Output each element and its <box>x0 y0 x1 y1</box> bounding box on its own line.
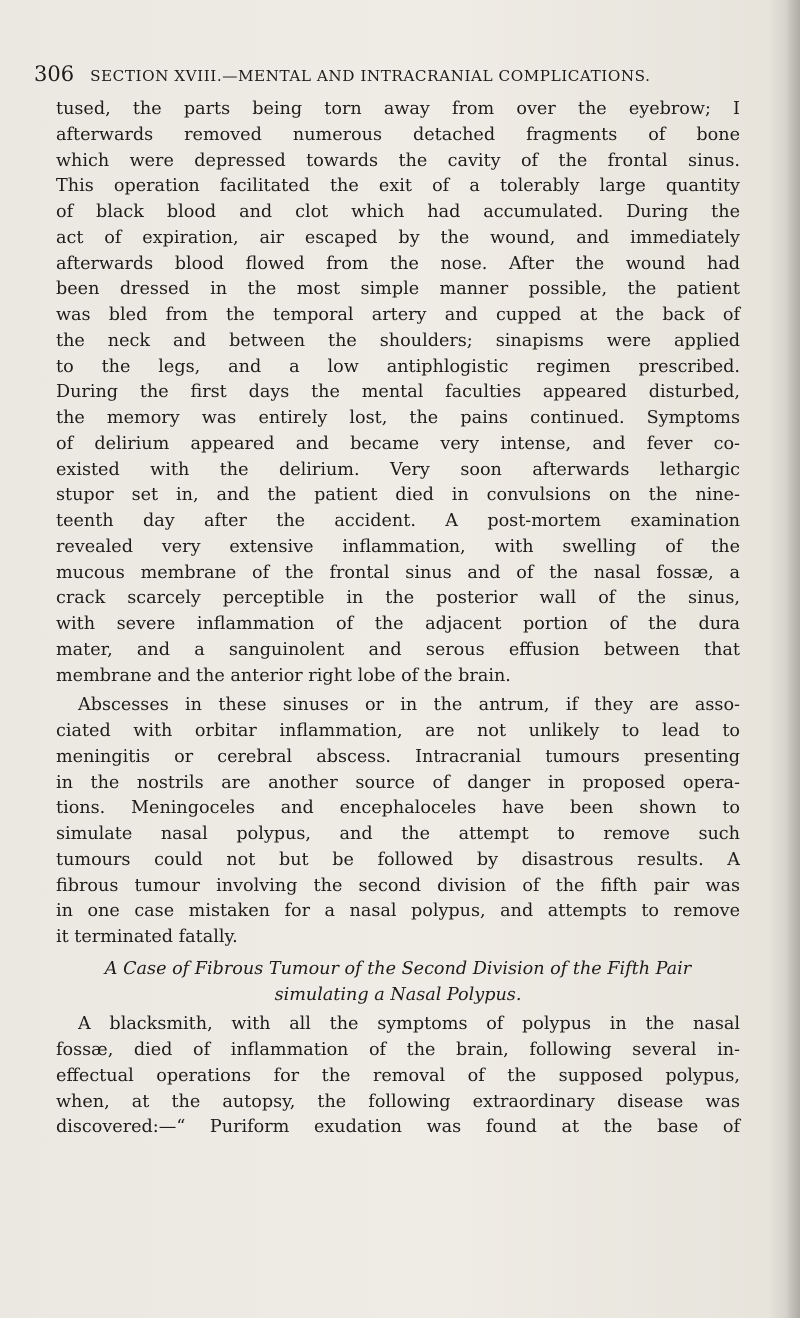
running-head <box>34 62 734 92</box>
text-line: in one case mistaken for a nasal polypus, and attempts to remove <box>56 901 740 922</box>
text-line: mucous membrane of the frontal sinus and of the nasal fossæ, a <box>56 562 740 583</box>
text-line: to the legs, and a low antiphlogistic regimen prescribed. <box>56 356 740 377</box>
case-heading-line: A Case of Fibrous Tumour of the Second Division of the Fifth Pair <box>104 958 692 979</box>
text-line: in the nostrils are another source of danger in proposed opera- <box>56 772 740 793</box>
text-line: fossæ, died of inflammation of the brain, following several in- <box>56 1040 740 1060</box>
text-line: ciated with orbitar inflammation, are not unlikely to lead to <box>56 721 740 741</box>
text-line: tions. Meningoceles and encephaloceles have been shown to <box>56 798 740 819</box>
text-line: existed with the delirium. Very soon afterwards lethargic <box>56 459 740 480</box>
text-line: it terminated fatally. <box>56 927 238 947</box>
text-line: tumours could not but be followed by disastrous results. A <box>56 849 740 870</box>
paragraph-blacksmith <box>56 1012 740 1141</box>
text-line: which were depressed towards the cavity of the frontal sinus. <box>56 150 740 171</box>
text-line: revealed very extensive inflammation, with swelling of the <box>56 536 740 557</box>
text-line: Abscesses in these sinuses or in the antrum, if they are asso- <box>78 695 740 716</box>
text-line: when, at the autopsy, the following extraordinary disease was <box>56 1091 740 1112</box>
page-edge-shadow <box>786 0 800 1318</box>
page-number: 306 <box>34 62 75 86</box>
text-line: fibrous tumour involving the second division of the fifth pair was <box>56 875 740 896</box>
paragraph-abscesses <box>56 693 740 951</box>
body-text <box>56 97 740 1141</box>
text-line: simulate nasal polypus, and the attempt to remove such <box>56 824 740 844</box>
text-line: tused, the parts being torn away from over the eyebrow; I <box>56 99 740 119</box>
text-line: This operation facilitated the exit of a tolerably large quantity <box>56 176 740 197</box>
text-line: of delirium appeared and became very intense, and fever co- <box>56 433 740 454</box>
text-line: afterwards removed numerous detached fragments of bone <box>56 124 740 145</box>
text-line: of black blood and clot which had accumulated. During the <box>56 202 740 222</box>
text-line: was bled from the temporal artery and cupped at the back of <box>56 305 740 325</box>
text-line: During the first days the mental faculties appeared disturbed, <box>56 382 740 403</box>
text-line: teenth day after the accident. A post-mortem examination <box>56 511 740 531</box>
case-heading-line: simulating a Nasal Polypus. <box>274 984 522 1005</box>
text-line: effectual operations for the removal of the supposed polypus, <box>56 1065 740 1086</box>
case-heading <box>56 957 740 1009</box>
text-line: discovered:—“ Puriform exudation was found at the base of <box>56 1117 740 1138</box>
paragraph-continued <box>56 97 740 689</box>
text-line: membrane and the anterior right lobe of the brain. <box>56 665 511 686</box>
section-title: SECTION XVIII.—MENTAL AND INTRACRANIAL COMPLICATIONS. <box>90 67 651 85</box>
text-line: with severe inflammation of the adjacent portion of the dura <box>56 614 740 634</box>
text-line: the memory was entirely lost, the pains continued. Symptoms <box>56 408 740 428</box>
text-line: afterwards blood flowed from the nose. After the wound had <box>56 253 740 274</box>
text-line: been dressed in the most simple manner possible, the patient <box>56 279 740 300</box>
text-line: crack scarcely perceptible in the posterior wall of the sinus, <box>56 588 740 609</box>
text-line: meningitis or cerebral abscess. Intracranial tumours presenting <box>56 746 740 767</box>
text-line: mater, and a sanguinolent and serous effusion between that <box>56 639 740 660</box>
text-line: the neck and between the shoulders; sinapisms were applied <box>56 330 740 351</box>
text-line: stupor set in, and the patient died in convulsions on the nine- <box>56 485 740 506</box>
text-line: act of expiration, air escaped by the wound, and immediately <box>56 227 740 248</box>
text-line: A blacksmith, with all the symptoms of polypus in the nasal <box>78 1014 740 1035</box>
